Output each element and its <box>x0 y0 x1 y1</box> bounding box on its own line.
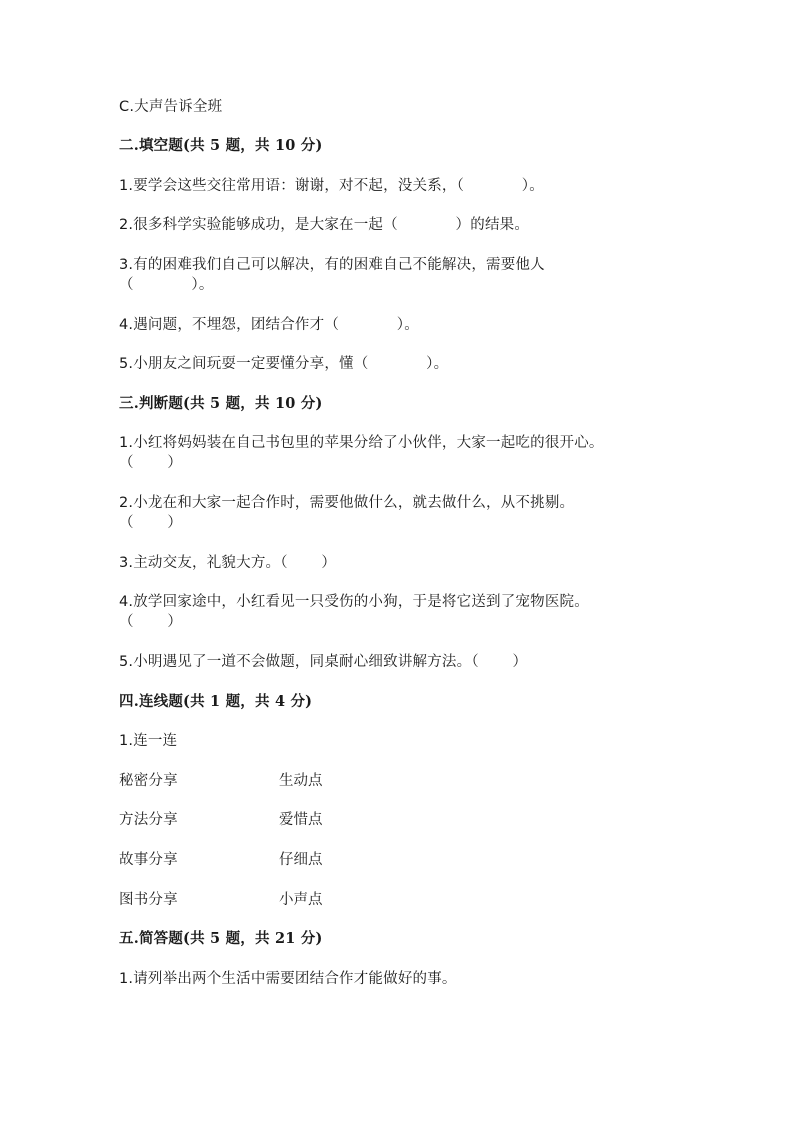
question-tf-3: 3.主动交友，礼貌大方。（ ） <box>119 555 337 571</box>
section-heading-fill-blank: 二.填空题(共 5 题，共 10 分) <box>119 137 323 154</box>
matching-right-item: 生动点 <box>279 773 323 789</box>
matching-right-item: 仔细点 <box>279 852 323 868</box>
question-fill-3-blank: （ ）。 <box>119 277 214 293</box>
question-tf-1-blank: （ ） <box>119 455 183 471</box>
matching-left-item: 方法分享 <box>119 812 178 828</box>
question-fill-1: 1.要学会这些交往常用语：谢谢，对不起，没关系，（ ）。 <box>119 178 544 194</box>
question-fill-4: 4.遇问题，不埋怨，团结合作才（ ）。 <box>119 317 419 333</box>
question-tf-2-blank: （ ） <box>119 515 183 531</box>
question-fill-3: 3.有的困难我们自己可以解决，有的困难自己不能解决，需要他人 <box>119 257 545 273</box>
matching-left-item: 图书分享 <box>119 892 178 908</box>
question-matching-1: 1.连一连 <box>119 733 178 749</box>
question-tf-4: 4.放学回家途中，小红看见一只受伤的小狗，于是将它送到了宠物医院。 <box>119 594 589 610</box>
question-tf-2: 2.小龙在和大家一起合作时，需要他做什么，就去做什么，从不挑剔。 <box>119 495 575 511</box>
option-c: C.大声告诉全班 <box>119 99 223 115</box>
question-tf-1: 1.小红将妈妈装在自己书包里的苹果分给了小伙伴，大家一起吃的很开心。 <box>119 435 604 451</box>
question-tf-4-blank: （ ） <box>119 614 183 630</box>
question-fill-2: 2.很多科学实验能够成功，是大家在一起（ ）的结果。 <box>119 217 530 233</box>
section-heading-true-false: 三.判断题(共 5 题，共 10 分) <box>119 395 323 412</box>
matching-right-item: 爱惜点 <box>279 812 323 828</box>
section-heading-matching: 四.连线题(共 1 题，共 4 分) <box>119 693 313 710</box>
section-heading-short-answer: 五.简答题(共 5 题，共 21 分) <box>119 930 323 947</box>
question-short-1: 1.请列举出两个生活中需要团结合作才能做好的事。 <box>119 971 457 987</box>
matching-left-item: 秘密分享 <box>119 773 178 789</box>
question-tf-5: 5.小明遇见了一道不会做题，同桌耐心细致讲解方法。（ ） <box>119 654 528 670</box>
question-fill-5: 5.小朋友之间玩耍一定要懂分享，懂（ ）。 <box>119 356 449 372</box>
matching-right-item: 小声点 <box>279 892 323 908</box>
matching-left-item: 故事分享 <box>119 852 178 868</box>
